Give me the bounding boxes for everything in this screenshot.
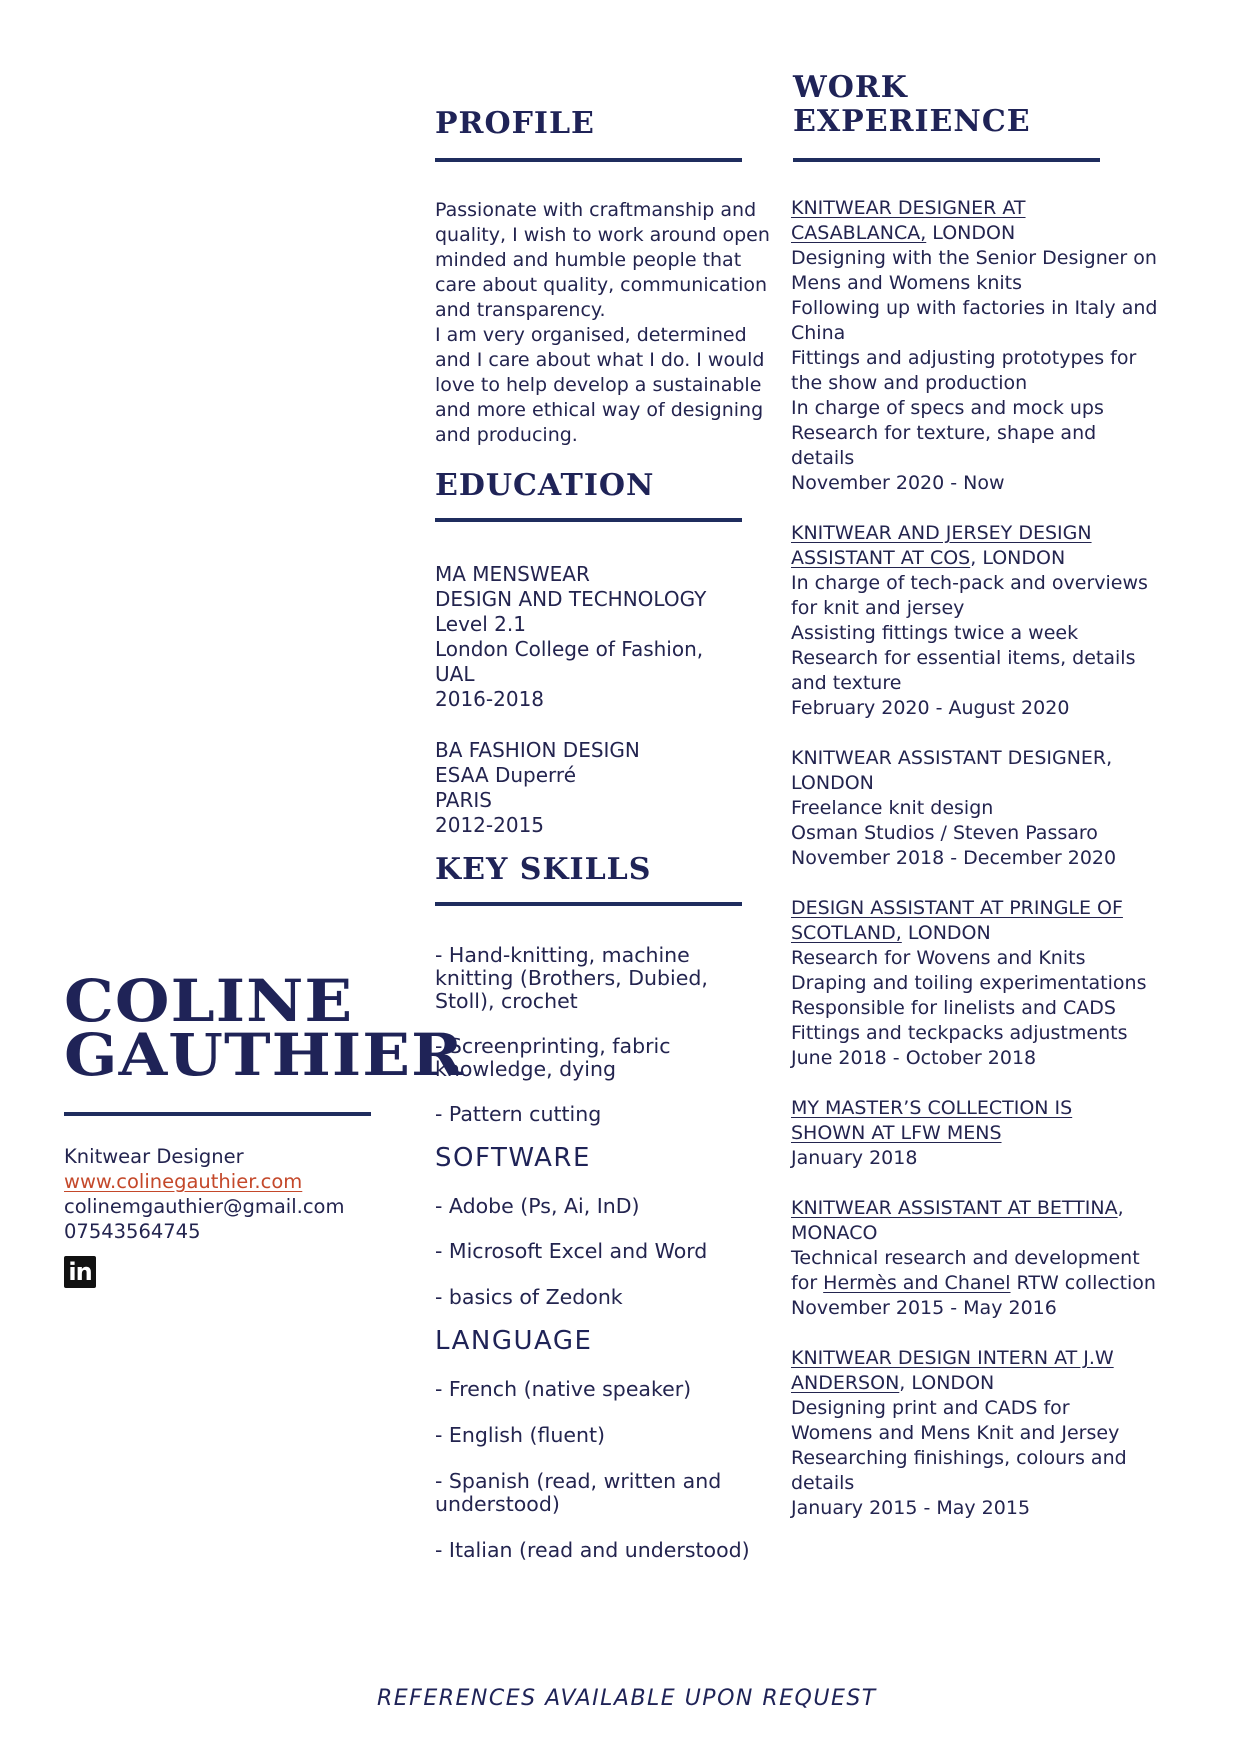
education-ma [435,562,706,712]
education-divider [435,518,742,522]
job-entry [791,896,1146,1071]
email[interactable]: colinemgauthier@gmail.com [64,1195,345,1218]
skills-divider [435,902,742,906]
language-item [435,1470,721,1516]
job-dates: November 2015 - May 2016 [791,1297,1057,1319]
education-ma-line: UAL [435,662,475,686]
profile-heading: PROFILE [435,106,595,141]
job-company[interactable]: SCOTLAND, [791,922,902,944]
job-dates: January 2015 - May 2015 [791,1497,1031,1519]
skill-line: - Screenprinting, fabric [435,1034,671,1058]
education-ma-line: Level 2.1 [435,612,526,636]
education-heading: EDUCATION [435,468,655,503]
language-item [435,1539,750,1562]
job-entry [791,1196,1156,1321]
job-line: for knit and jersey [791,597,965,619]
skill-line: knitting (Brothers, Dubied, [435,966,708,990]
job-line: Womens and Mens Knit and Jersey [791,1422,1120,1444]
job-line: Technical research and development [791,1247,1140,1269]
job-line: the show and production [791,372,1028,394]
skill-item [435,1035,670,1081]
job-entry [791,1096,1072,1171]
skill-line: Stoll), crochet [435,989,578,1013]
job-company[interactable]: CASABLANCA, [791,222,927,244]
job-line: Following up with factories in Italy and [791,297,1158,319]
job-location: MONACO [791,1222,878,1244]
last-name: GAUTHIER [64,1021,465,1089]
job-company[interactable]: ANDERSON [791,1372,900,1394]
phone[interactable]: 07543564745 [64,1220,201,1243]
profile-divider [435,158,742,162]
language-line: - Spanish (read, written and [435,1469,722,1493]
software-item: - basics of Zedonk [435,1285,623,1309]
job-line: Freelance knit design [791,797,994,819]
job-entry [791,196,1157,496]
job-title[interactable]: KNITWEAR DESIGN INTERN AT J.W [791,1347,1114,1369]
job-title[interactable]: MY MASTER’S COLLECTION IS [791,1097,1073,1119]
education-ma-line: MA MENSWEAR [435,562,590,586]
language-line: - Italian (read and understood) [435,1538,750,1562]
profile-line: I am very organised, determined [435,324,747,346]
education-ba [435,738,640,838]
work-heading-line1: WORK [793,70,908,105]
job-title: KNITWEAR ASSISTANT DESIGNER, [791,747,1113,769]
job-line: In charge of tech-pack and overviews [791,572,1148,594]
job-line: details [791,447,855,469]
education-ba-line: 2012-2015 [435,813,545,837]
work-heading-line2: EXPERIENCE [793,104,1031,139]
job-title[interactable]: DESIGN ASSISTANT AT PRINGLE OF [791,897,1123,919]
website-link[interactable]: www.colinegauthier.com [64,1170,303,1193]
profile-line: and producing. [435,424,578,446]
profile-line: care about quality, communication [435,274,768,296]
job-line: Designing print and CADS for [791,1397,1070,1419]
first-name: COLINE [64,967,354,1035]
job-line-prefix: for [791,1272,824,1294]
software-heading: SOFTWARE [435,1143,591,1173]
job-dates: November 2020 - Now [791,472,1005,494]
brand-link[interactable]: Hermès and Chanel [823,1272,1011,1294]
education-ma-line: 2016-2018 [435,687,545,711]
job-line: Draping and toiling experimentations [791,972,1147,994]
job-line: Fittings and teckpacks adjustments [791,1022,1128,1044]
job-line: and texture [791,672,902,694]
skill-item [435,944,708,1013]
education-ma-line: London College of Fashion, [435,637,704,661]
job-line: Research for Wovens and Knits [791,947,1086,969]
job-location: , LONDON [899,1372,995,1394]
education-ba-line: PARIS [435,788,492,812]
language-line: - French (native speaker) [435,1377,692,1401]
footer-references: REFERENCES AVAILABLE UPON REQUEST [377,1686,877,1711]
job-location: LONDON [791,772,874,794]
job-line: Research for texture, shape and [791,422,1097,444]
job-location: , LONDON [970,547,1066,569]
job-role: Knitwear Designer [64,1145,244,1168]
profile-line: love to help develop a sustainable [435,374,762,396]
job-entry [791,746,1116,871]
job-title[interactable]: KNITWEAR DESIGNER AT [791,197,1026,219]
work-divider [793,158,1100,162]
language-item [435,1378,691,1401]
skills-heading: KEY SKILLS [435,852,652,887]
linkedin-icon[interactable]: in [64,1256,96,1288]
job-line: China [791,322,846,344]
profile-line: and I care about what I do. I would [435,349,765,371]
job-entry [791,521,1148,721]
job-line: Responsible for linelists and CADS [791,997,1116,1019]
job-company[interactable]: SHOWN AT LFW MENS [791,1122,1002,1144]
profile-line: minded and humble people that [435,249,742,271]
job-dates: January 2018 [791,1147,918,1169]
skill-line: - Pattern cutting [435,1102,602,1126]
job-dates: February 2020 - August 2020 [791,697,1070,719]
profile-text [435,198,770,448]
job-location: LONDON [926,222,1016,244]
job-line: details [791,1472,855,1494]
education-ba-line: BA FASHION DESIGN [435,738,640,762]
language-heading: LANGUAGE [435,1326,593,1356]
job-line: Osman Studios / Steven Passaro [791,822,1098,844]
contact-block [64,1144,344,1244]
language-line: understood) [435,1492,560,1516]
job-dates: November 2018 - December 2020 [791,847,1117,869]
job-line-suffix: RTW collection [1010,1272,1156,1294]
education-ma-line: DESIGN AND TECHNOLOGY [435,587,707,611]
profile-line: quality, I wish to work around open [435,224,770,246]
skill-line: - Hand-knitting, machine [435,943,690,967]
job-line: Mens and Womens knits [791,272,1022,294]
job-entry [791,1346,1127,1521]
language-line: - English (fluent) [435,1423,605,1447]
job-dates: June 2018 - October 2018 [791,1047,1037,1069]
job-line: Designing with the Senior Designer on [791,247,1157,269]
profile-line: and more ethical way of designing [435,399,764,421]
profile-line: and transparency. [435,299,606,321]
job-line: In charge of specs and mock ups [791,397,1104,419]
job-line: Researching finishings, colours and [791,1447,1127,1469]
job-line: Research for essential items, details [791,647,1136,669]
name-divider [64,1112,371,1116]
job-location: LONDON [901,922,991,944]
job-company[interactable]: ASSISTANT AT COS [791,547,971,569]
job-line: Fittings and adjusting prototypes for [791,347,1137,369]
job-title[interactable]: KNITWEAR AND JERSEY DESIGN [791,522,1092,544]
job-line: Assisting fittings twice a week [791,622,1079,644]
language-item [435,1424,605,1447]
software-item: - Adobe (Ps, Ai, InD) [435,1194,640,1218]
skill-line: knowledge, dying [435,1057,616,1081]
skill-item [435,1103,601,1126]
job-title[interactable]: KNITWEAR ASSISTANT AT BETTINA [791,1197,1118,1219]
education-ba-line: ESAA Duperré [435,763,577,787]
software-item: - Microsoft Excel and Word [435,1239,708,1263]
job-title-comma: , [1117,1197,1124,1219]
profile-line: Passionate with craftmanship and [435,199,757,221]
